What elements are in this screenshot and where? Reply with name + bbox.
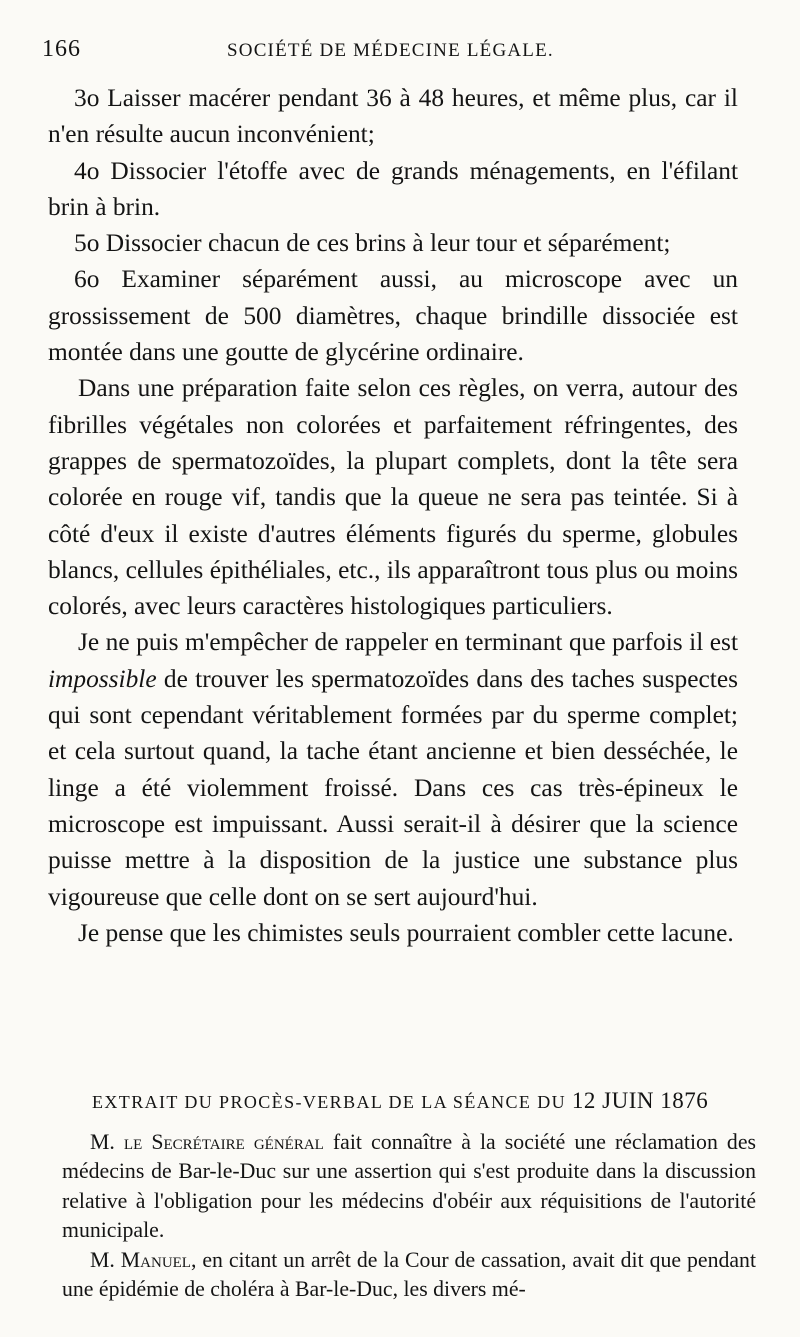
minutes-paragraph-1-text: fait connaître à la société une réclamation des médecins de Bar-le-Duc sur une assertion qui s'est produite dans la discussion relative à l'obligation pour les médecins d'obéir aux réquisitions de l'autorité municipale. [62, 1130, 756, 1243]
minutes-text [62, 1128, 756, 1304]
main-text [48, 80, 738, 951]
speaker-secretary: M. le Secrétaire général [90, 1130, 324, 1154]
paragraph-chemists: Je pense que les chimistes seuls pourraient combler cette lacune. [78, 918, 734, 947]
paragraph-impossible [48, 624, 738, 914]
page-number: 166 [42, 36, 81, 62]
list-item-5: 5o Dissocier chacun de ces brins à leur tour et séparément; [74, 229, 671, 258]
list-item-4: 4o Dissocier l'étoffe avec de grands ménagements, en l'éfilant brin à brin. [48, 156, 738, 221]
list-item-3: 3o Laisser macérer pendant 36 à 48 heures, et même plus, car il n'en résulte aucun inconvénient; [48, 84, 738, 149]
running-title: SOCIÉTÉ DE MÉDECINE LÉGALE. [227, 40, 554, 61]
italic-word: impossible [48, 664, 157, 693]
minutes-paragraph-2-text: en citant un arrêt de la Cour de cassation, avait dit que pendant une épidémie de choléra à Bar-le-Duc, les divers mé- [62, 1247, 756, 1302]
running-head [42, 36, 740, 70]
minutes-paragraph-2 [62, 1246, 756, 1305]
section-heading-text: EXTRAIT DU PROCÈS-VERBAL DE LA SÉANCE DU [92, 1092, 567, 1112]
paragraph-impossible-rest: de trouver les spermatozoïdes dans des taches suspectes qui sont cependant véritablement formées par du sperme complet; et cela surtout quand, la tache étant ancienne et bien desséchée, le linge a été violemment froissé. Dans ces cas très-épineux le microscope est impuissant. Aussi serait-il à désirer que la science puisse mettre à la disposition de la justice une substance plus vigoureuse que celle dont on se sert aujourd'hui. [48, 664, 738, 911]
paragraph-preparation: Dans une préparation faite selon ces règles, on verra, autour des fibrilles végétales non colorées et parfaitement réfringentes, des grappes de spermatozoïdes, la plupart complets, dont la tête sera colorée en rouge vif, tandis que la queue ne sera pas teintée. Si à côté d'eux il existe d'autres éléments figurés du sperme, globules blancs, cellules épithéliales, etc., ils apparaîtront tous plus ou moins colorés, avec leurs caractères histologiques particuliers. [48, 374, 738, 621]
paragraph-impossible-start: Je ne puis m'empêcher de rappeler en terminant que parfois il est [78, 628, 738, 657]
section-heading [92, 1088, 742, 1114]
section-heading-date: 12 JUIN 1876 [571, 1088, 709, 1113]
minutes-paragraph-1 [62, 1128, 756, 1246]
list-item-6: 6o Examiner séparément aussi, au microscope avec un grossissement de 500 diamètres, chaque brindille dissociée est montée dans une goutte de glycérine ordinaire. [48, 265, 738, 367]
speaker-manuel: M. Manuel, [90, 1247, 197, 1272]
